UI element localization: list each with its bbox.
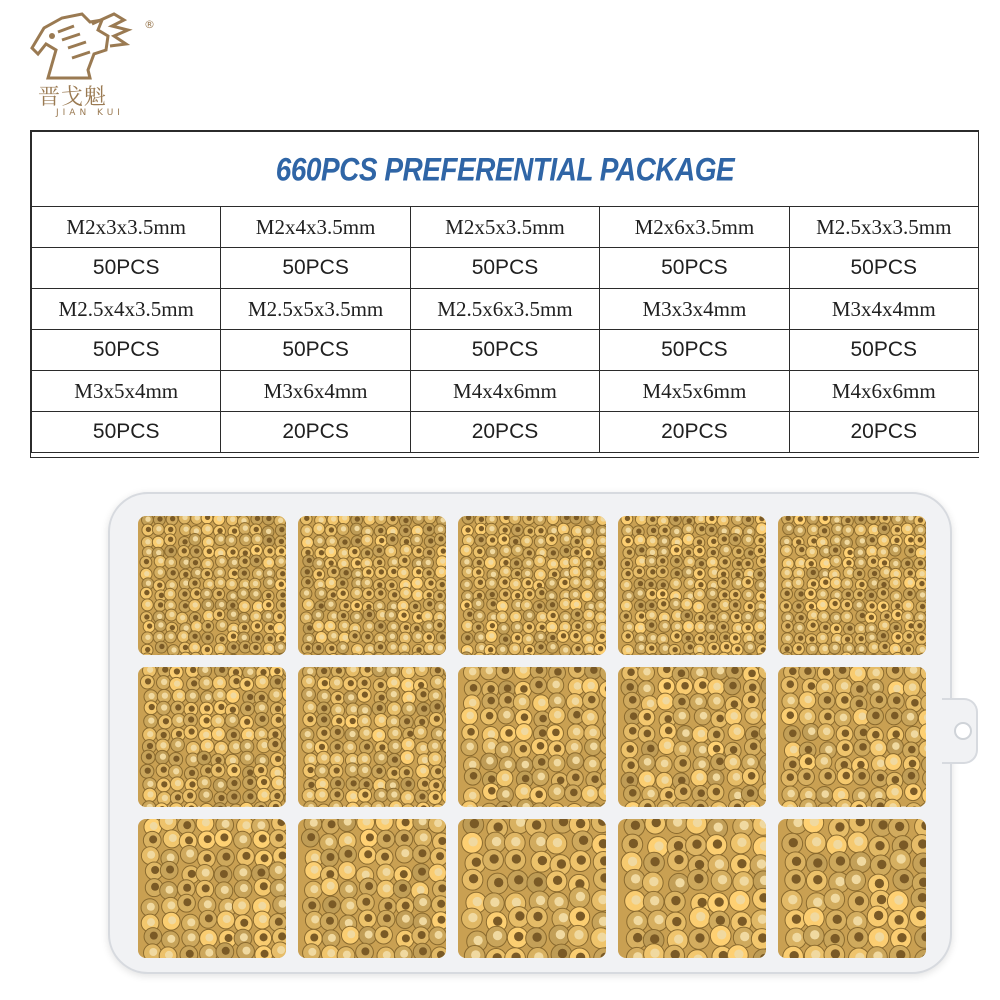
compartment [778,667,926,806]
spec-table [30,130,979,458]
quantity-cell: 50PCS [221,248,410,289]
table-title: 660PCS PREFERENTIAL PACKAGE [32,126,979,212]
compartment [618,819,766,958]
size-cell: M2x5x3.5mm [410,207,599,248]
size-cell: M3x4x4mm [789,289,978,330]
quantity-cell: 50PCS [32,412,221,453]
size-row [32,289,979,330]
box-hang-tab [942,698,978,764]
compartment [458,667,606,806]
size-cell: M4x5x6mm [600,371,789,412]
brand-logo [28,10,155,122]
compartment [618,516,766,655]
compartment [298,667,446,806]
size-cell: M2x6x3.5mm [600,207,789,248]
compartment [778,516,926,655]
brand-name-chinese: 晋戈魁 [38,85,108,110]
quantity-cell: 50PCS [32,330,221,371]
product-photo [100,490,970,975]
knight-horse-icon [28,10,138,82]
hang-hole [954,722,972,740]
quantity-cell: 20PCS [221,412,410,453]
quantity-cell: 50PCS [600,248,789,289]
compartment [458,819,606,958]
size-cell: M2.5x5x3.5mm [221,289,410,330]
quantity-cell: 20PCS [410,412,599,453]
size-cell: M2.5x4x3.5mm [32,289,221,330]
quantity-cell: 50PCS [600,330,789,371]
compartment [138,667,286,806]
quantity-cell: 50PCS [221,330,410,371]
size-cell: M2x3x3.5mm [32,207,221,248]
size-row [32,371,979,412]
quantity-cell: 20PCS [789,412,978,453]
compartment [138,819,286,958]
quantity-cell: 50PCS [789,330,978,371]
compartment [618,667,766,806]
brand-name-english: JIAN KUI [56,108,124,118]
quantity-cell: 20PCS [600,412,789,453]
size-cell: M2.5x3x3.5mm [789,207,978,248]
compartment [138,516,286,655]
size-cell: M2.5x6x3.5mm [410,289,599,330]
compartment [458,516,606,655]
compartment [298,516,446,655]
organizer-box [108,492,952,974]
quantity-cell: 50PCS [410,330,599,371]
size-row [32,207,979,248]
compartment-grid [138,516,926,958]
size-cell: M3x3x4mm [600,289,789,330]
quantity-row [32,330,979,371]
size-cell: M4x4x6mm [410,371,599,412]
size-cell: M2x4x3.5mm [221,207,410,248]
compartment [778,819,926,958]
quantity-cell: 50PCS [789,248,978,289]
quantity-row [32,412,979,453]
compartment [298,819,446,958]
quantity-cell: 50PCS [410,248,599,289]
registered-mark: ® [144,18,155,31]
size-cell: M4x6x6mm [789,371,978,412]
quantity-row [32,248,979,289]
size-cell: M3x5x4mm [32,371,221,412]
size-cell: M3x6x4mm [221,371,410,412]
quantity-cell: 50PCS [32,248,221,289]
